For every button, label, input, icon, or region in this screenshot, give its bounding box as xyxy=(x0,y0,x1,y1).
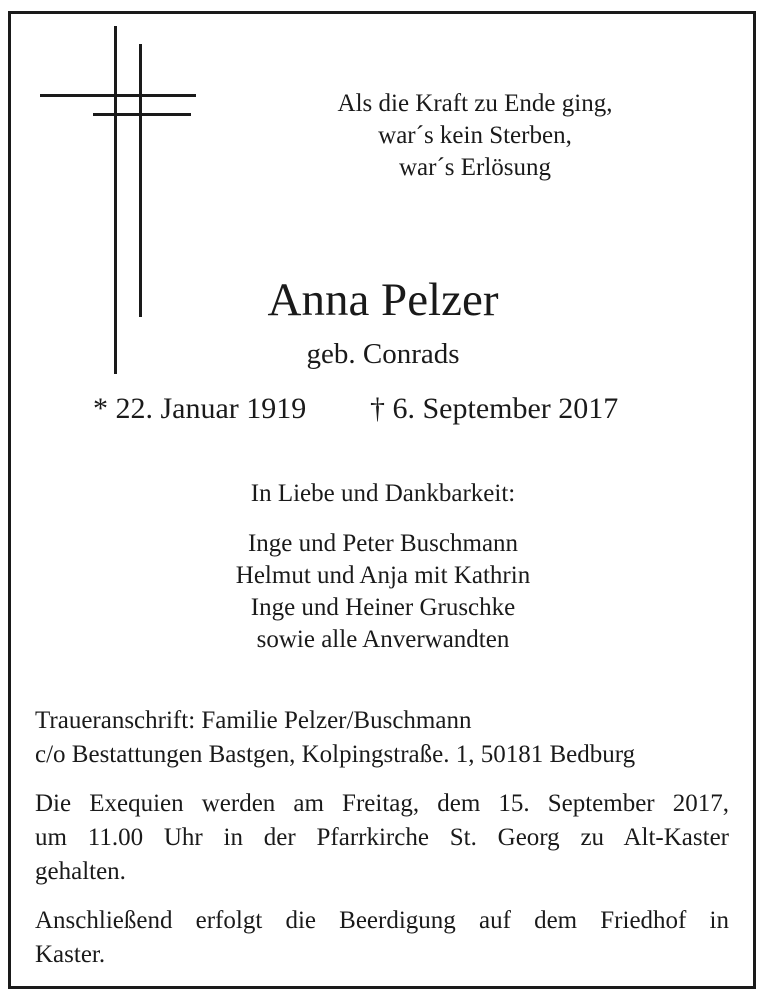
mourner-name: sowie alle Anverwandten xyxy=(256,626,510,653)
memorial-quote xyxy=(240,88,710,184)
mourners-list xyxy=(0,528,766,656)
address-line: Traueranschrift: Familie Pelzer/Buschmann xyxy=(35,707,472,734)
burial-line: Kaster. xyxy=(35,941,106,968)
mourners-intro: In Liebe und Dankbarkeit: xyxy=(250,480,516,507)
mourning-address xyxy=(35,704,729,772)
mourner-name: Inge und Heiner Gruschke xyxy=(250,594,516,621)
address-line: c/o Bestattungen Bastgen, Kolpingstraße. 1, 50181 Bedburg xyxy=(35,741,636,768)
birth-date: * 22. Januar 1919 xyxy=(93,392,307,425)
funeral-service-info xyxy=(35,787,729,889)
mourner-name: Helmut und Anja mit Kathrin xyxy=(235,562,531,589)
burial-line: Anschließend erfolgt die Beerdigung auf dem Friedhof in xyxy=(35,907,729,934)
service-line: um 11.00 Uhr in der Pfarrkirche St. Georg zu Alt-Kaster xyxy=(35,824,729,851)
death-date: † 6. September 2017 xyxy=(370,392,619,425)
quote-line: Als die Kraft zu Ende ging, xyxy=(337,90,613,117)
deceased-name: Anna Pelzer xyxy=(267,274,499,326)
service-line: Die Exequien werden am Freitag, dem 15. September 2017, xyxy=(35,790,729,817)
quote-line: war´s kein Sterben, xyxy=(378,122,572,149)
service-line: gehalten. xyxy=(35,858,126,885)
quote-line: war´s Erlösung xyxy=(398,154,552,181)
mourner-name: Inge und Peter Buschmann xyxy=(247,530,519,557)
maiden-name: geb. Conrads xyxy=(306,338,460,370)
burial-info xyxy=(35,904,729,972)
